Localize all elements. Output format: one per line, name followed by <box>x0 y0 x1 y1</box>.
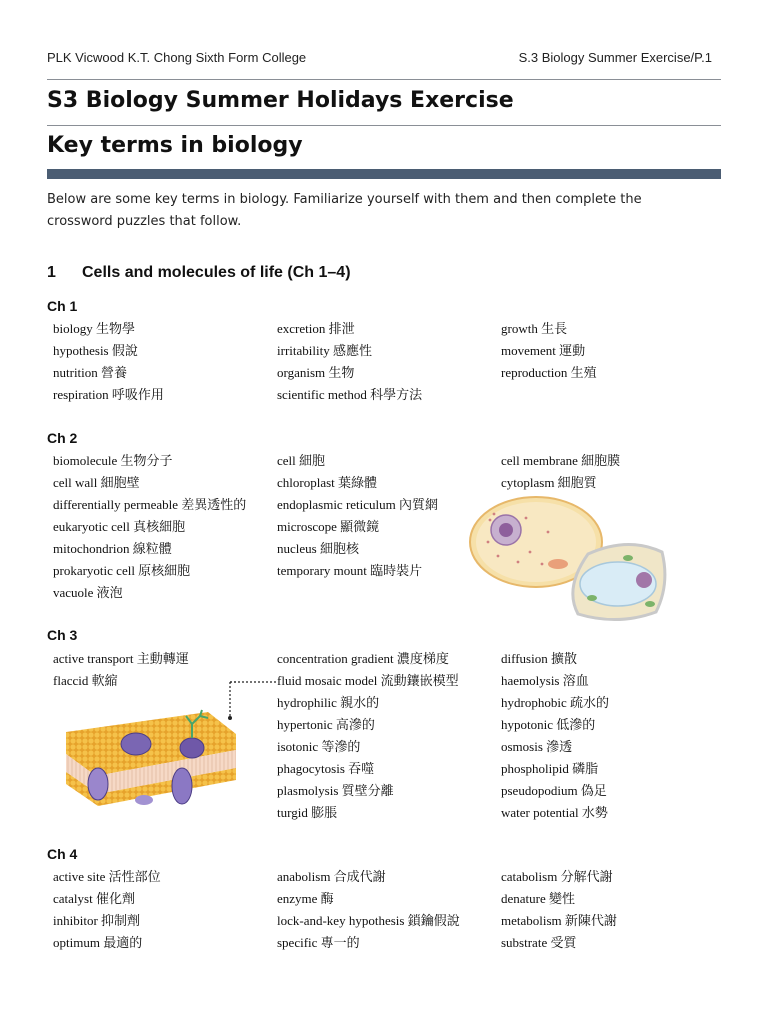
term: enzyme 酶 <box>277 891 334 906</box>
term-row <box>53 364 753 386</box>
term-row <box>53 342 753 364</box>
term: mitochondrion 線粒體 <box>53 541 172 556</box>
term: irritability 感應性 <box>277 343 372 358</box>
term: hydrophilic 親水的 <box>277 695 380 710</box>
term: haemolysis 溶血 <box>501 673 589 688</box>
term: growth 生長 <box>501 321 568 336</box>
term: hypothesis 假說 <box>53 343 138 358</box>
term: microscope 顯微鏡 <box>277 519 380 534</box>
term: lock-and-key hypothesis 鎖鑰假說 <box>277 913 460 928</box>
term: anabolism 合成代謝 <box>277 869 386 884</box>
term-row <box>53 934 753 956</box>
term-row <box>53 386 753 408</box>
term: movement 運動 <box>501 343 586 358</box>
term: cell wall 細胞壁 <box>53 475 140 490</box>
term: flaccid 軟縮 <box>53 673 118 688</box>
section-number: 1 <box>47 264 56 281</box>
term: nutrition 營養 <box>53 365 128 380</box>
membrane-illustration <box>58 672 280 816</box>
term: diffusion 擴散 <box>501 651 577 666</box>
term: phospholipid 磷脂 <box>501 761 599 776</box>
term: vacuole 液泡 <box>53 585 123 600</box>
term: organism 生物 <box>277 365 355 380</box>
intro-paragraph: Below are some key terms in biology. Familiarize yourself with them and then complete the crossword puzzles that follow. <box>47 192 642 229</box>
chapter-heading-1: Ch 1 <box>47 298 78 314</box>
chapter-heading-4: Ch 4 <box>47 846 78 862</box>
term: respiration 呼吸作用 <box>53 387 164 402</box>
term: eukaryotic cell 真核細胞 <box>53 519 186 534</box>
term: catalyst 催化劑 <box>53 891 135 906</box>
term-row <box>53 890 753 912</box>
term: temporary mount 臨時裝片 <box>277 563 423 578</box>
chapter-1-terms <box>53 320 753 408</box>
term-row <box>53 912 753 934</box>
term: turgid 膨脹 <box>277 805 338 820</box>
accent-bar <box>47 169 721 179</box>
term: fluid mosaic model 流動鑲嵌模型 <box>277 673 459 688</box>
term: water potential 水勢 <box>501 805 608 820</box>
worksheet-title: S3 Biology Summer Holidays Exercise <box>47 88 514 113</box>
page-reference: S.3 Biology Summer Exercise/P.1 <box>518 50 712 65</box>
chapter-4-terms <box>53 868 753 956</box>
term: metabolism 新陳代謝 <box>501 913 617 928</box>
term: plasmolysis 質壁分離 <box>277 783 394 798</box>
term: phagocytosis 吞噬 <box>277 761 375 776</box>
term: cell membrane 細胞膜 <box>501 453 621 468</box>
term: prokaryotic cell 原核細胞 <box>53 563 191 578</box>
term: inhibitor 抑制劑 <box>53 913 141 928</box>
term: concentration gradient 濃度梯度 <box>277 651 449 666</box>
term: active transport 主動轉運 <box>53 651 189 666</box>
cell-illustration <box>468 492 668 626</box>
term-row <box>53 650 753 672</box>
chapter-heading-2: Ch 2 <box>47 430 78 446</box>
term: hypotonic 低滲的 <box>501 717 596 732</box>
term: optimum 最適的 <box>53 935 143 950</box>
term: substrate 受質 <box>501 935 577 950</box>
term: scientific method 科學方法 <box>277 387 423 402</box>
term-row <box>53 320 753 342</box>
term: osmosis 滲透 <box>501 739 573 754</box>
term: biology 生物學 <box>53 321 135 336</box>
term: chloroplast 葉綠體 <box>277 475 378 490</box>
term: nucleus 細胞核 <box>277 541 359 556</box>
term: pseudopodium 偽足 <box>501 783 607 798</box>
term: active site 活性部位 <box>53 869 161 884</box>
term: hypertonic 高滲的 <box>277 717 375 732</box>
title-divider <box>47 125 721 126</box>
term: isotonic 等滲的 <box>277 739 361 754</box>
term: endoplasmic reticulum 內質網 <box>277 497 439 512</box>
term: hydrophobic 疏水的 <box>501 695 609 710</box>
term: cytoplasm 細胞質 <box>501 475 597 490</box>
term: excretion 排泄 <box>277 321 355 336</box>
term: denature 變性 <box>501 891 576 906</box>
worksheet-subtitle: Key terms in biology <box>47 133 303 158</box>
term: differentially permeable 差異透性的 <box>53 497 247 512</box>
term: cell 細胞 <box>277 453 326 468</box>
term: reproduction 生殖 <box>501 365 597 380</box>
term: catabolism 分解代謝 <box>501 869 613 884</box>
section-title: Cells and molecules of life (Ch 1–4) <box>82 264 351 281</box>
term-row <box>53 868 753 890</box>
term: specific 專一的 <box>277 935 360 950</box>
term-row <box>53 452 753 474</box>
term: biomolecule 生物分子 <box>53 453 173 468</box>
school-name: PLK Vicwood K.T. Chong Sixth Form College <box>47 50 307 65</box>
plant-cell-image <box>573 544 665 619</box>
header-divider <box>47 79 721 80</box>
chapter-heading-3: Ch 3 <box>47 627 78 643</box>
